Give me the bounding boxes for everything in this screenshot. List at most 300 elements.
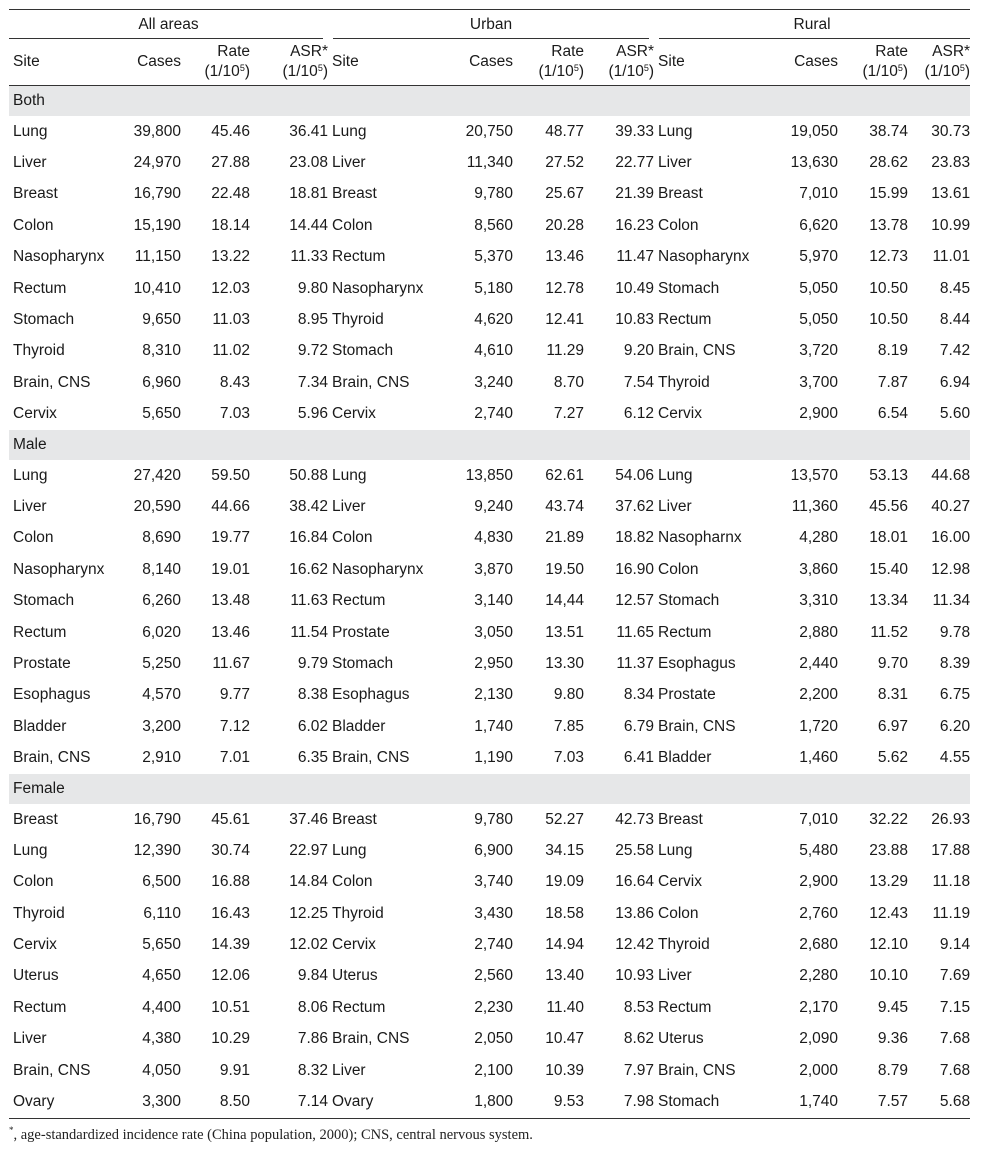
cell-asr-rural: 11.18 — [932, 873, 971, 891]
cell-asr-urban: 12.57 — [615, 592, 655, 610]
cell-asr-rural: 11.34 — [932, 592, 971, 610]
cell-asr-urban: 16.64 — [615, 873, 655, 891]
cell-cases-rural: 1,720 — [799, 717, 839, 735]
cell-site-urban: Lung — [332, 466, 367, 484]
cell-asr-all: 14.84 — [289, 873, 328, 891]
cell-cases-all: 4,650 — [142, 967, 181, 985]
cell-asr-rural: 7.69 — [939, 967, 971, 985]
cell-rate-rural: 23.88 — [869, 841, 909, 859]
cell-asr-rural: 11.01 — [932, 248, 971, 266]
cell-rate-rural: 10.50 — [869, 311, 909, 329]
cell-rate-urban: 18.58 — [545, 904, 584, 922]
cell-cases-urban: 2,740 — [474, 936, 513, 954]
col-header-rate-urban — [513, 39, 584, 86]
cell-asr-urban: 21.39 — [615, 185, 655, 203]
group-header-rural — [654, 10, 970, 40]
cell-site-urban: Colon — [332, 873, 373, 891]
col-header-site-all: Site — [9, 39, 125, 86]
cell-rate-urban: 10.47 — [545, 1030, 584, 1048]
table-row — [9, 273, 970, 304]
cell-asr-rural: 6.75 — [939, 686, 971, 704]
table-row — [9, 179, 970, 210]
cell-asr-rural: 5.60 — [939, 405, 971, 423]
cell-site-rural: Nasopharnx — [658, 529, 742, 547]
cell-site-rural: Colon — [658, 904, 699, 922]
cell-cases-rural: 13,630 — [790, 154, 839, 172]
cell-site-urban: Breast — [332, 185, 377, 203]
cell-asr-rural: 17.88 — [931, 841, 971, 859]
table-row — [9, 617, 970, 648]
cell-asr-urban: 11.65 — [616, 623, 655, 641]
cell-site-rural: Uterus — [658, 1030, 704, 1048]
cell-rate-all: 14.39 — [211, 936, 250, 954]
col-header-unit: $(1/10^5)$ — [538, 63, 584, 80]
cell-site-urban: Breast — [332, 810, 377, 828]
cell-asr-all: 12.02 — [289, 936, 328, 954]
cell-cases-rural: 3,310 — [799, 592, 839, 610]
cell-site-rural: Cervix — [658, 405, 702, 423]
cell-rate-all: 8.43 — [219, 373, 250, 391]
cell-rate-rural: 15.99 — [869, 185, 909, 203]
cell-site-urban: Thyroid — [332, 311, 384, 329]
cell-asr-all: 37.46 — [289, 810, 328, 828]
section-label: Female — [9, 774, 970, 804]
cell-asr-urban: 54.06 — [615, 466, 655, 484]
table-row — [9, 585, 970, 616]
cell-cases-all: 10,410 — [133, 279, 181, 297]
col-header-rate-label: Rate — [875, 43, 909, 60]
cell-asr-all: 50.88 — [289, 466, 328, 484]
cell-asr-urban: 11.37 — [616, 654, 655, 672]
cell-site-urban: Lung — [332, 122, 367, 140]
cell-cases-rural: 3,720 — [799, 342, 839, 360]
cell-cases-all: 11,150 — [134, 248, 181, 266]
cell-rate-rural: 13.34 — [869, 592, 909, 610]
footnote-text: , age-standardized incidence rate (China population, 2000); CNS, central nervous system. — [13, 1126, 533, 1143]
section-label: Male — [9, 430, 970, 460]
col-header-unit: $(1/10^5)$ — [282, 63, 328, 80]
cell-asr-all: 7.14 — [250, 1086, 328, 1118]
col-header-rate-label: Rate — [217, 43, 250, 60]
cell-cases-rural: 2,760 — [799, 904, 839, 922]
table-row — [9, 867, 970, 898]
cell-site-all: Thyroid — [13, 342, 65, 360]
cell-asr-all: 22.97 — [289, 841, 328, 859]
table-row — [9, 242, 970, 273]
cell-cases-urban: 2,560 — [474, 967, 513, 985]
cell-cases-rural: 2,090 — [799, 1030, 839, 1048]
cell-rate-urban: 7.03 — [553, 749, 584, 767]
cell-cases-rural: 2,170 — [799, 998, 839, 1016]
cell-site-all: Liver — [13, 497, 47, 515]
cell-asr-urban: 8.53 — [623, 998, 655, 1016]
cell-cases-all: 16,790 — [133, 810, 181, 828]
table-row — [9, 554, 970, 585]
cell-cases-rural: 13,570 — [790, 466, 839, 484]
cell-asr-urban: 6.41 — [623, 749, 655, 767]
cell-cases-all: 5,250 — [142, 654, 181, 672]
cell-cases-all: 24,970 — [133, 154, 181, 172]
cell-rate-rural: 7.57 — [838, 1086, 908, 1118]
cell-site-all: Thyroid — [13, 904, 65, 922]
cell-cases-urban: 3,240 — [474, 373, 513, 391]
footnote-marker: * — [9, 1125, 14, 1135]
col-header-asr-label: ASR* — [932, 43, 971, 60]
cell-site-urban: Nasopharynx — [332, 560, 424, 578]
cell-site-rural: Lung — [658, 122, 693, 140]
cell-cases-urban: 1,190 — [474, 749, 513, 767]
cell-rate-rural: 38.74 — [869, 122, 909, 140]
col-header-cases-rural: Cases — [772, 39, 838, 86]
cell-asr-urban: 10.93 — [615, 967, 655, 985]
cell-rate-all: 22.48 — [211, 185, 250, 203]
cell-rate-rural: 13.29 — [869, 873, 909, 891]
cell-asr-rural: 5.68 — [908, 1086, 970, 1118]
cell-cases-rural: 7,010 — [799, 810, 839, 828]
cell-cases-all: 6,960 — [142, 373, 181, 391]
cell-site-rural: Liver — [658, 154, 692, 172]
cell-rate-rural: 12.43 — [869, 904, 909, 922]
cell-rate-rural: 13.78 — [869, 216, 909, 234]
cell-site-rural: Rectum — [658, 998, 712, 1016]
cell-rate-all: 12.03 — [211, 279, 250, 297]
cell-site-rural: Bladder — [658, 749, 712, 767]
cell-site-all: Nasopharynx — [13, 560, 105, 578]
cell-asr-urban: 6.12 — [623, 405, 655, 423]
cell-rate-all: 7.01 — [219, 749, 250, 767]
cell-asr-all: 8.38 — [297, 686, 328, 704]
cell-rate-all: 11.03 — [212, 311, 250, 329]
cell-asr-all: 36.41 — [289, 122, 328, 140]
table-row — [9, 116, 970, 147]
cell-site-urban: Stomach — [332, 342, 394, 360]
cell-site-all: Rectum — [13, 623, 67, 641]
table-row — [9, 1086, 970, 1118]
cell-site-urban: Cervix — [332, 936, 376, 954]
table-row — [9, 336, 970, 367]
cell-cases-all: 6,110 — [143, 904, 181, 922]
cancer-incidence-table — [9, 9, 970, 1119]
cell-site-rural: Thyroid — [658, 936, 710, 954]
cell-asr-all: 18.81 — [289, 185, 328, 203]
cell-site-rural: Liver — [658, 967, 692, 985]
cell-rate-urban: 14.94 — [545, 936, 584, 954]
cell-cases-urban: 13,850 — [465, 466, 513, 484]
cell-rate-urban: 27.52 — [545, 154, 584, 172]
table-row — [9, 929, 970, 960]
cell-asr-rural: 16.00 — [931, 529, 971, 547]
cell-asr-rural: 12.98 — [931, 560, 971, 578]
cell-rate-urban: 7.27 — [553, 405, 584, 423]
cell-cases-rural: 1,460 — [799, 749, 839, 767]
cell-site-all: Brain, CNS — [13, 1061, 91, 1079]
cell-rate-rural: 12.10 — [869, 936, 909, 954]
cell-cases-all: 5,650 — [142, 405, 181, 423]
cell-site-all: Colon — [13, 873, 54, 891]
cell-site-urban: Liver — [332, 154, 366, 172]
cell-rate-urban: 62.61 — [545, 466, 584, 484]
cell-site-all: Breast — [13, 810, 58, 828]
cell-rate-urban: 14,44 — [545, 592, 584, 610]
cell-rate-all: 13.46 — [211, 623, 250, 641]
cell-cases-rural: 6,620 — [799, 216, 839, 234]
cell-asr-urban: 10.83 — [615, 311, 655, 329]
table-row — [9, 491, 970, 522]
cell-rate-rural: 8.19 — [877, 342, 909, 360]
cell-rate-urban: 8.70 — [553, 373, 584, 391]
cell-cases-all: 6,020 — [142, 623, 181, 641]
group-header-row — [9, 10, 970, 40]
cell-cases-all: 15,190 — [133, 216, 181, 234]
cell-cases-all: 8,140 — [142, 560, 181, 578]
cell-cases-all: 9,650 — [142, 311, 181, 329]
cell-asr-urban: 11.47 — [616, 248, 655, 266]
cell-rate-all: 8.50 — [181, 1086, 250, 1118]
cell-cases-urban: 2,130 — [474, 686, 513, 704]
cell-cases-urban: 1,800 — [445, 1086, 513, 1118]
cell-site-all: Rectum — [13, 279, 67, 297]
cell-rate-rural: 9.45 — [877, 998, 909, 1016]
cell-rate-all: 19.77 — [211, 529, 250, 547]
cell-rate-all: 11.67 — [212, 654, 250, 672]
cell-asr-urban: 7.54 — [623, 373, 655, 391]
col-header-unit: $(1/10^5)$ — [608, 63, 655, 80]
cell-rate-urban: 52.27 — [545, 810, 584, 828]
cell-rate-rural: 9.36 — [877, 1030, 909, 1048]
cell-cases-all: 16,790 — [133, 185, 181, 203]
cell-cases-urban: 3,050 — [474, 623, 513, 641]
cell-cases-rural: 19,050 — [790, 122, 839, 140]
table-row — [9, 1055, 970, 1086]
col-header-unit: $(1/10^5)$ — [204, 63, 250, 80]
cell-rate-all: 18.14 — [211, 216, 250, 234]
cell-rate-urban: 21.89 — [545, 529, 584, 547]
cell-site-rural: Stomach — [658, 279, 720, 297]
incidence-table-container — [9, 9, 970, 1119]
cell-site-rural: Lung — [658, 466, 693, 484]
cell-rate-all: 13.22 — [211, 248, 250, 266]
cell-rate-urban: 48.77 — [545, 122, 584, 140]
cell-site-rural: Esophagus — [658, 654, 736, 672]
cell-cases-all: 12,390 — [133, 841, 181, 859]
cell-site-urban: Uterus — [332, 967, 378, 985]
cell-cases-rural: 3,860 — [799, 560, 839, 578]
cell-cases-rural: 2,000 — [799, 1061, 839, 1079]
cell-site-all: Rectum — [13, 998, 67, 1016]
cell-site-all: Cervix — [13, 936, 57, 954]
cell-asr-urban: 8.62 — [623, 1030, 655, 1048]
table-row — [9, 711, 970, 742]
cell-rate-all: 19.01 — [211, 560, 250, 578]
cell-rate-rural: 7.87 — [877, 373, 909, 391]
cell-cases-urban: 3,140 — [474, 592, 513, 610]
cell-cases-urban: 9,240 — [474, 497, 513, 515]
cell-site-urban: Cervix — [332, 405, 376, 423]
cell-cases-rural: 2,200 — [799, 686, 839, 704]
cell-site-rural: Breast — [658, 810, 703, 828]
cell-rate-urban: 9.53 — [513, 1086, 584, 1118]
cell-cases-all: 6,260 — [142, 592, 181, 610]
cell-site-all: Stomach — [13, 311, 75, 329]
cell-cases-rural: 5,050 — [799, 311, 839, 329]
cell-asr-urban: 6.79 — [623, 717, 655, 735]
cell-site-rural: Stomach — [658, 592, 720, 610]
cell-cases-rural: 2,680 — [799, 936, 839, 954]
cell-cases-urban: 3,430 — [474, 904, 513, 922]
cell-cases-rural: 7,010 — [799, 185, 839, 203]
cell-cases-all: 4,400 — [142, 998, 181, 1016]
cell-cases-rural: 5,970 — [799, 248, 839, 266]
cell-cases-rural: 1,740 — [772, 1086, 838, 1118]
cell-rate-rural: 45.56 — [869, 497, 909, 515]
cell-rate-all: 44.66 — [211, 497, 250, 515]
cell-asr-rural: 7.68 — [939, 1030, 971, 1048]
table-row — [9, 399, 970, 430]
cell-cases-all: 39,800 — [133, 122, 181, 140]
cell-rate-urban: 34.15 — [545, 841, 584, 859]
cell-rate-all: 27.88 — [211, 154, 250, 172]
cell-asr-urban: 22.77 — [615, 154, 655, 172]
cell-site-all: Stomach — [13, 592, 75, 610]
cell-asr-all: 8.95 — [297, 311, 328, 329]
cell-site-rural: Brain, CNS — [658, 342, 736, 360]
cell-cases-all: 5,650 — [142, 936, 181, 954]
table-row — [9, 367, 970, 398]
cell-site-rural: Liver — [658, 497, 692, 515]
cell-rate-rural: 15.40 — [869, 560, 909, 578]
cell-site-all: Breast — [13, 185, 58, 203]
cell-site-rural: Cervix — [658, 873, 702, 891]
cell-rate-all: 16.88 — [211, 873, 250, 891]
cell-site-rural: Prostate — [658, 686, 716, 704]
table-row — [9, 1024, 970, 1055]
group-header-urban — [328, 10, 654, 40]
cell-cases-urban: 9,780 — [474, 185, 513, 203]
cell-rate-urban: 13.30 — [545, 654, 584, 672]
cell-asr-rural: 26.93 — [931, 810, 971, 828]
cell-asr-urban: 37.62 — [615, 497, 655, 515]
cell-site-all: Colon — [13, 529, 54, 547]
cell-cases-all: 2,910 — [142, 749, 181, 767]
cell-site-urban: Rectum — [332, 998, 386, 1016]
cell-rate-urban: 19.50 — [545, 560, 584, 578]
cell-cases-urban: 6,900 — [474, 841, 513, 859]
cell-cases-all: 4,050 — [142, 1061, 181, 1079]
cell-rate-rural: 11.52 — [870, 623, 909, 641]
cell-cases-urban: 4,610 — [474, 342, 513, 360]
cell-cases-rural: 3,700 — [799, 373, 839, 391]
cell-site-all: Esophagus — [13, 686, 91, 704]
cell-asr-rural: 8.45 — [939, 279, 971, 297]
cell-asr-rural: 4.55 — [939, 749, 971, 767]
cell-rate-all: 45.61 — [211, 810, 250, 828]
cell-rate-urban: 25.67 — [545, 185, 584, 203]
cell-asr-all: 9.80 — [297, 279, 328, 297]
cell-rate-all: 10.29 — [211, 1030, 250, 1048]
group-label-rural: Rural — [793, 15, 831, 33]
cell-rate-rural: 10.10 — [869, 967, 909, 985]
col-header-asr-label: ASR* — [290, 43, 328, 60]
cell-rate-urban: 7.85 — [553, 717, 584, 735]
cell-site-rural: Rectum — [658, 311, 712, 329]
table-row — [9, 742, 970, 773]
cell-asr-urban: 25.58 — [615, 841, 655, 859]
cell-site-urban: Brain, CNS — [332, 749, 410, 767]
cell-cases-all: 3,300 — [125, 1086, 181, 1118]
cell-rate-rural: 18.01 — [869, 529, 909, 547]
cell-asr-urban: 9.20 — [623, 342, 655, 360]
cell-cases-all: 27,420 — [133, 466, 181, 484]
cell-rate-rural: 32.22 — [869, 810, 909, 828]
cell-cases-rural: 2,880 — [799, 623, 839, 641]
cell-rate-urban: 13.51 — [545, 623, 584, 641]
cell-rate-all: 9.77 — [219, 686, 250, 704]
cell-asr-all: 14.44 — [289, 216, 328, 234]
cell-rate-rural: 6.97 — [877, 717, 909, 735]
cell-site-urban: Brain, CNS — [332, 373, 410, 391]
col-header-cases-urban: Cases — [445, 39, 513, 86]
group-label-all-areas: All areas — [138, 15, 199, 33]
cell-cases-rural: 2,900 — [799, 873, 839, 891]
table-row — [9, 835, 970, 866]
cell-asr-urban: 10.49 — [615, 279, 655, 297]
cell-site-all: Colon — [13, 216, 54, 234]
cell-rate-all: 7.12 — [219, 717, 250, 735]
cell-asr-all: 8.32 — [297, 1061, 328, 1079]
cell-asr-urban: 12.42 — [615, 936, 655, 954]
cell-asr-all: 11.54 — [290, 623, 328, 641]
cell-cases-rural: 5,050 — [799, 279, 839, 297]
cell-asr-urban: 42.73 — [615, 810, 655, 828]
cell-asr-rural: 13.61 — [931, 185, 971, 203]
cell-rate-all: 30.74 — [211, 841, 250, 859]
cell-cases-all: 8,310 — [142, 342, 181, 360]
cell-asr-rural: 30.73 — [931, 122, 971, 140]
cell-rate-all: 12.06 — [211, 967, 250, 985]
cell-rate-rural: 12.73 — [869, 248, 909, 266]
col-header-asr-rural — [908, 39, 970, 86]
cell-cases-urban: 8,560 — [474, 216, 513, 234]
cell-asr-rural: 9.78 — [939, 623, 971, 641]
cell-site-all: Bladder — [13, 717, 67, 735]
cell-site-urban: Bladder — [332, 717, 386, 735]
cell-cases-rural: 5,480 — [799, 841, 839, 859]
cell-site-urban: Prostate — [332, 623, 390, 641]
cell-asr-rural: 6.94 — [939, 373, 971, 391]
cell-cases-rural: 11,360 — [791, 497, 839, 515]
col-header-site-urban: Site — [328, 39, 445, 86]
cell-site-urban: Ovary — [328, 1086, 445, 1118]
cell-rate-rural: 53.13 — [869, 466, 909, 484]
table-row — [9, 898, 970, 929]
group-label-urban: Urban — [469, 15, 513, 33]
cell-rate-urban: 11.29 — [546, 342, 584, 360]
cell-rate-urban: 13.40 — [545, 967, 584, 985]
section-row-male — [9, 430, 970, 460]
cell-cases-rural: 4,280 — [799, 529, 839, 547]
cell-rate-all: 10.51 — [211, 998, 250, 1016]
cell-cases-all: 20,590 — [133, 497, 181, 515]
cell-rate-urban: 9.80 — [553, 686, 584, 704]
cell-asr-urban: 7.97 — [623, 1061, 655, 1079]
cell-asr-rural: 10.99 — [931, 216, 971, 234]
cell-asr-all: 16.84 — [289, 529, 328, 547]
table-row — [9, 648, 970, 679]
cell-asr-rural: 11.19 — [932, 904, 971, 922]
cell-site-urban: Rectum — [332, 592, 386, 610]
cell-asr-urban: 39.33 — [615, 122, 655, 140]
cell-asr-urban: 16.23 — [615, 216, 655, 234]
